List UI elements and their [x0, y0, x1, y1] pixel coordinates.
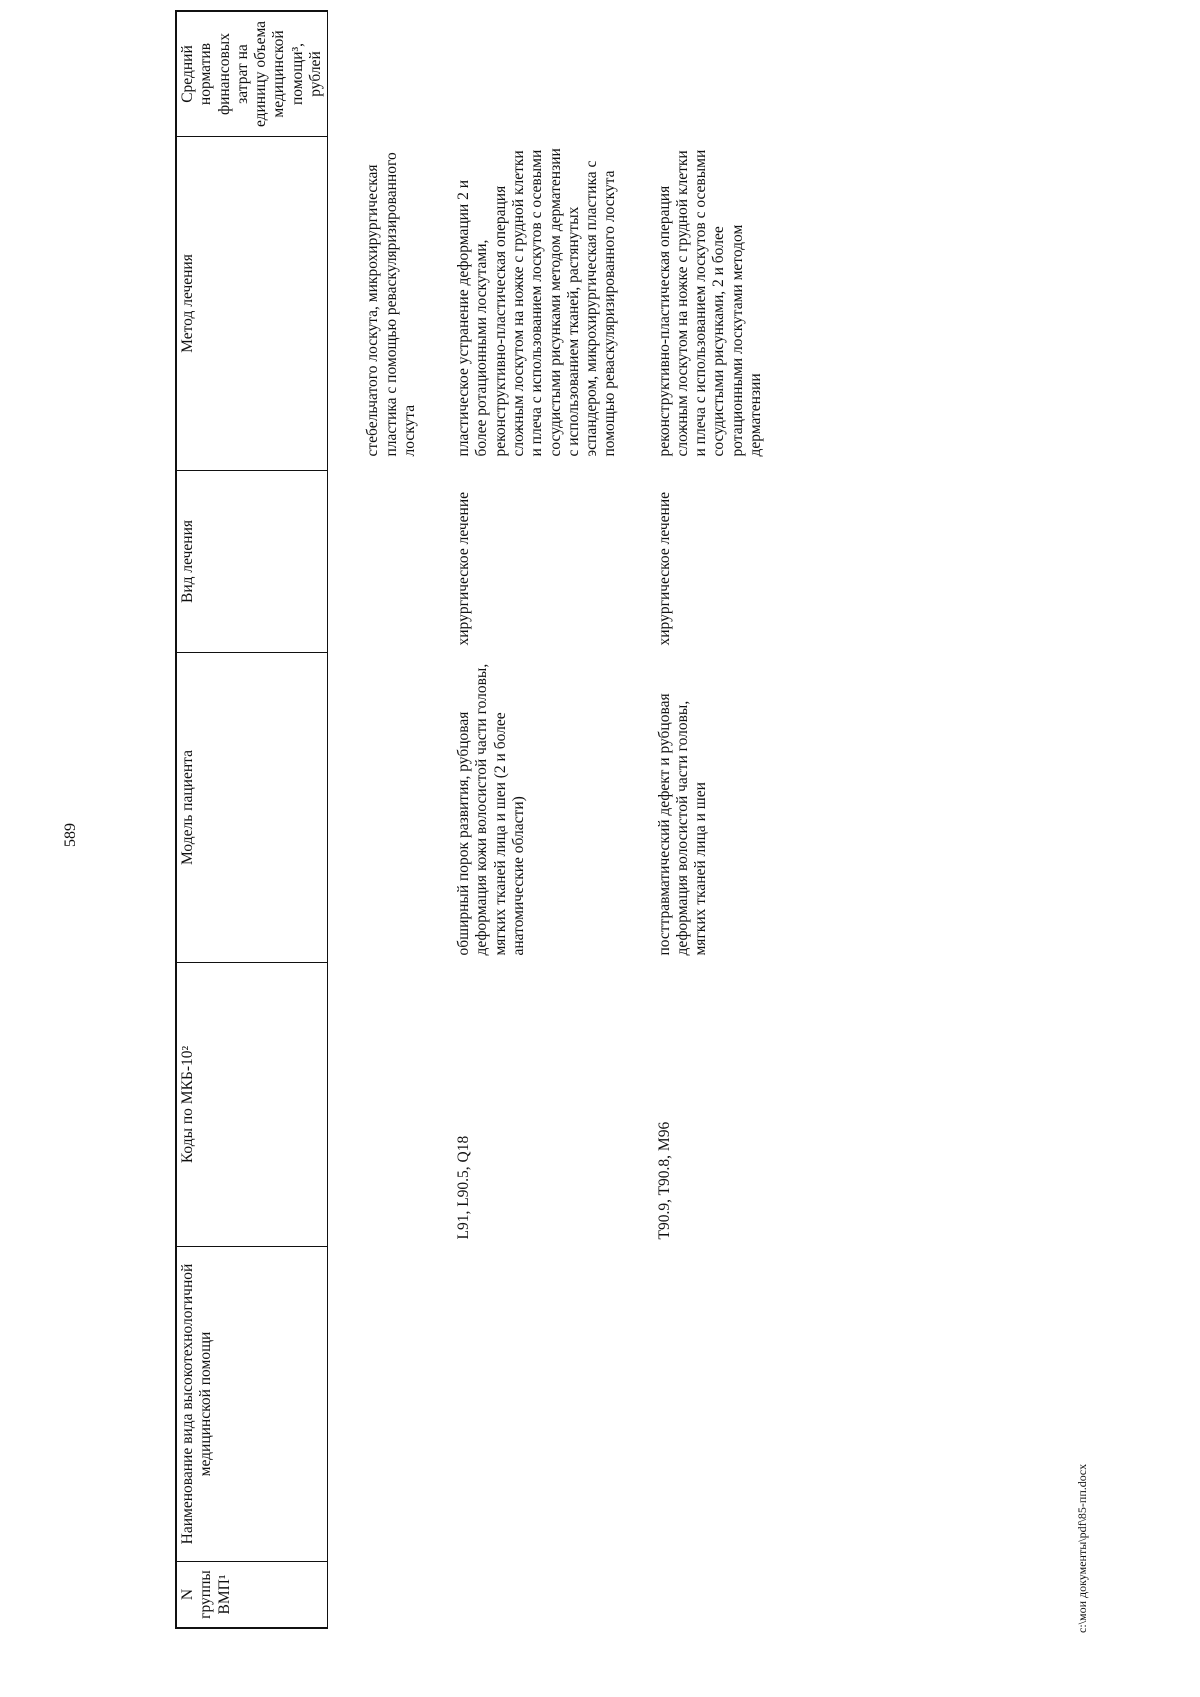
cell-model: обширный порок развития, рубцовая деформация кожи волосистой части головы, мягких тканей лица и шеи (2 и более анатомические области) [455, 663, 527, 956]
header-cost-norm: Средний норматив финансовых затрат на единицу объема медицинской помощи³, рублей [176, 11, 328, 137]
page-number: 589 [62, 823, 79, 847]
table-header-row [176, 11, 328, 1628]
cell-cost [328, 11, 421, 137]
cell-group [421, 1562, 622, 1629]
footer-file-path: c:\мои документы\pdf\85-пп.docx [1075, 1463, 1089, 1633]
cell-name [622, 1247, 786, 1562]
cell-treatment: хирургическое лечение [655, 492, 673, 646]
header-vmp-name: Наименование вида высокотехнологичной медицинской помощи [176, 1247, 328, 1562]
header-icd-codes: Коды по МКБ-10² [176, 963, 328, 1247]
table-row [421, 11, 622, 1628]
cell-method: реконструктивно-пластическая операция сложным лоскутом на ножке с грудной клетки и плеча с использованием лоскутов с осевыми сосудистыми рисунками, 2 и более ротационными лоскутами методом дерматензии [655, 149, 765, 457]
cell-group [328, 1562, 421, 1629]
cell-model: посттравматический дефект и рубцовая деформация волосистой части головы, мягких тканей лица и шеи [655, 693, 710, 956]
table-row [622, 11, 786, 1628]
cell-method: стебельчатого лоскута, микрохирургическая пластика с помощью реваскуляризированного лоскута [364, 152, 418, 457]
cell-method: пластическое устранение деформации 2 и более ротационными лоскутами, реконструктивно-пластическая операция сложным лоскутом на ножке с грудной клетки и плеча с использованием лоскутов с осевыми сосудистыми рисунками методом дерматензии с использованием тканей, растянутых эспандером, микрохирургическая пластика с помощью реваскуляризированного лоскута [455, 148, 619, 457]
cell-treatment [328, 471, 421, 653]
cell-model [328, 653, 421, 963]
cell-cost [421, 11, 622, 137]
cell-codes [328, 963, 421, 1247]
header-group-number: N группы ВМП¹ [176, 1562, 328, 1629]
header-treatment-type: Вид лечения [176, 471, 328, 653]
cell-codes: T90.9, T90.8, M96 [655, 1121, 673, 1240]
vmp-table [175, 10, 785, 1629]
cell-name [328, 1247, 421, 1562]
header-patient-model: Модель пациента [176, 653, 328, 963]
header-treatment-method: Метод лечения [176, 137, 328, 471]
cell-cost [622, 11, 786, 137]
table-row [328, 11, 421, 1628]
cell-group [622, 1562, 786, 1629]
cell-name [421, 1247, 622, 1562]
cell-codes: L91, L90.5, Q18 [455, 1135, 473, 1240]
cell-treatment: хирургическое лечение [455, 492, 473, 646]
